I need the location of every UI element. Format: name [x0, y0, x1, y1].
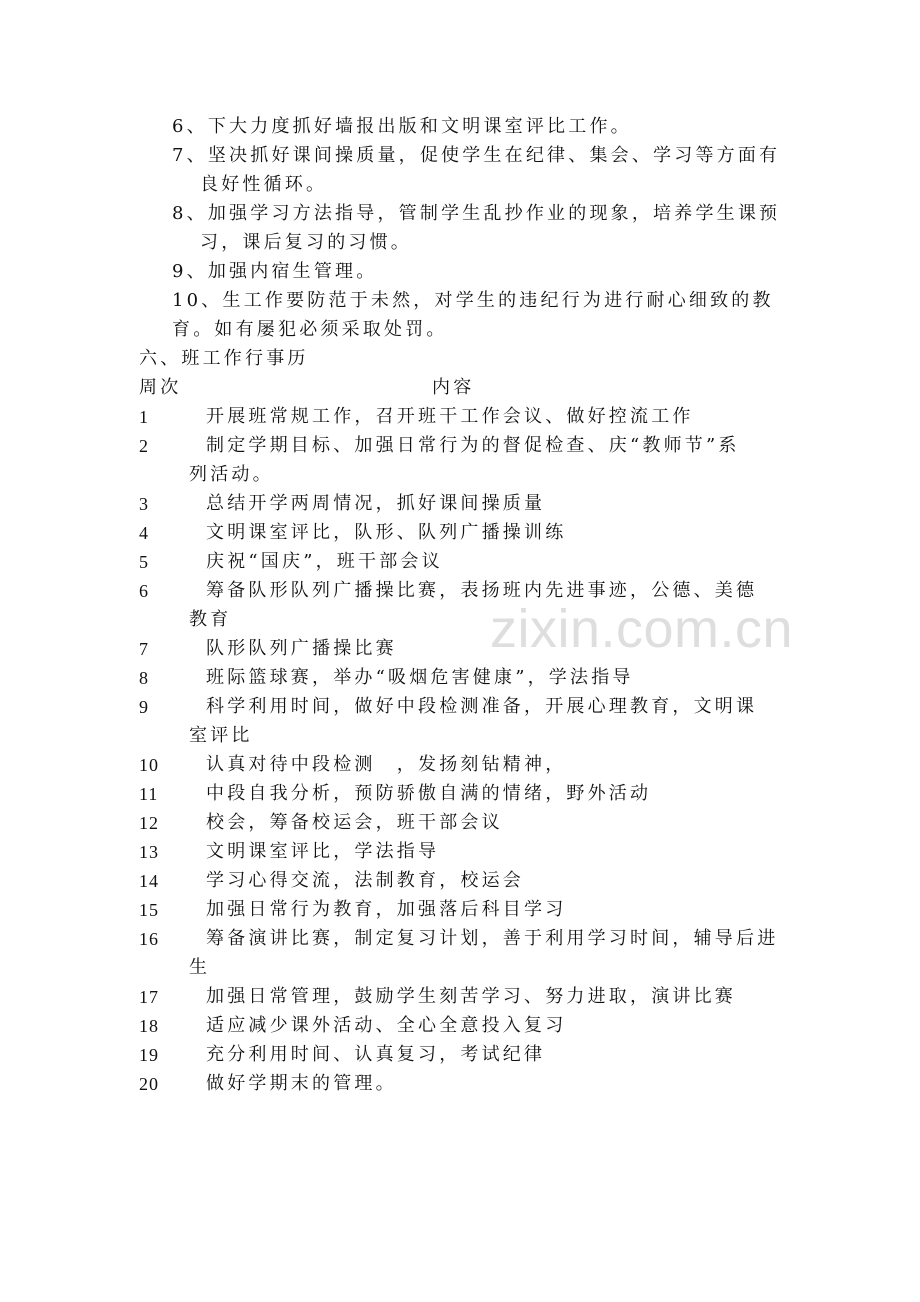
paragraph-8-cont: 习，课后复习的习惯。	[200, 232, 412, 253]
week-content: 学习心得交流，法制教育，校运会	[206, 870, 524, 891]
week-content: 庆祝“国庆”，班干部会议	[206, 551, 443, 572]
week-number: 14	[139, 871, 159, 891]
week-content-cont: 教育	[189, 609, 232, 630]
week-number: 16	[139, 929, 159, 949]
week-content: 适应减少课外活动、全心全意投入复习	[206, 1015, 567, 1036]
week-content: 班际篮球赛，举办“吸烟危害健康”，学法指导	[206, 667, 634, 688]
watermark: zixin.com.cn	[490, 599, 794, 659]
week-content: 筹备队形队列广播操比赛，表扬班内先进事迹，公德、美德	[206, 580, 758, 601]
week-content: 制定学期目标、加强日常行为的督促检查、庆“教师节”系	[206, 435, 740, 456]
week-content: 筹备演讲比赛，制定复习计划，善于利用学习时间，辅导后进	[206, 928, 779, 949]
paragraph-7: 7、坚决抓好课间操质量，促使学生在纪律、集会、学习等方面有	[172, 145, 781, 166]
week-number: 2	[139, 436, 149, 456]
week-content: 加强日常行为教育，加强落后科目学习	[206, 899, 567, 920]
week-content: 队形队列广播操比赛	[206, 638, 397, 659]
week-content: 总结开学两周情况，抓好课间操质量	[206, 493, 546, 514]
week-number: 8	[139, 668, 149, 688]
header-week: 周次	[139, 377, 182, 398]
week-number: 17	[139, 987, 159, 1007]
week-number: 3	[139, 494, 149, 514]
week-content: 校会，筹备校运会，班干部会议	[206, 812, 503, 833]
week-number: 12	[139, 813, 159, 833]
paragraph-7-cont: 良好性循环。	[200, 174, 328, 195]
week-number: 9	[139, 697, 149, 717]
week-content: 开展班常规工作，召开班干工作会议、做好控流工作	[206, 406, 694, 427]
week-number: 15	[139, 900, 159, 920]
paragraph-8: 8、加强学习方法指导，管制学生乱抄作业的现象，培养学生课预	[172, 203, 781, 224]
week-content: 科学利用时间，做好中段检测准备，开展心理教育，文明课	[206, 696, 758, 717]
week-content: 认真对待中段检测 ，发扬刻钻精神，	[206, 754, 567, 775]
header-content: 内容	[432, 377, 475, 398]
section-title: 六、班工作行事历	[139, 348, 309, 369]
paragraph-10: 10、生工作要防范于未然，对学生的违纪行为进行耐心细致的教	[172, 290, 774, 311]
week-number: 10	[139, 755, 159, 775]
week-content-cont: 列活动。	[189, 464, 274, 485]
paragraph-6: 6、下大力度抓好墙报出版和文明课室评比工作。	[172, 116, 632, 137]
week-content: 中段自我分析，预防骄傲自满的情绪，野外活动	[206, 783, 652, 804]
week-content-cont: 生	[189, 957, 211, 978]
week-number: 4	[139, 523, 149, 543]
paragraph-10-cont: 育。如有屡犯必须采取处罚。	[172, 319, 448, 340]
week-number: 20	[139, 1074, 159, 1094]
week-number: 19	[139, 1045, 159, 1065]
week-content: 充分利用时间、认真复习，考试纪律	[206, 1044, 546, 1065]
week-number: 13	[139, 842, 159, 862]
week-number: 7	[139, 639, 149, 659]
week-number: 11	[139, 784, 159, 804]
week-content: 加强日常管理，鼓励学生刻苦学习、努力进取，演讲比赛	[206, 986, 736, 1007]
week-content-cont: 室评比	[189, 725, 253, 746]
week-number: 1	[139, 407, 149, 427]
week-content: 做好学期末的管理。	[206, 1073, 397, 1094]
week-number: 18	[139, 1016, 159, 1036]
paragraph-9: 9、加强内宿生管理。	[172, 261, 378, 282]
week-number: 6	[139, 581, 149, 601]
week-content: 文明课室评比，队形、队列广播操训练	[206, 522, 567, 543]
week-content: 文明课室评比，学法指导	[206, 841, 440, 862]
week-number: 5	[139, 552, 149, 572]
